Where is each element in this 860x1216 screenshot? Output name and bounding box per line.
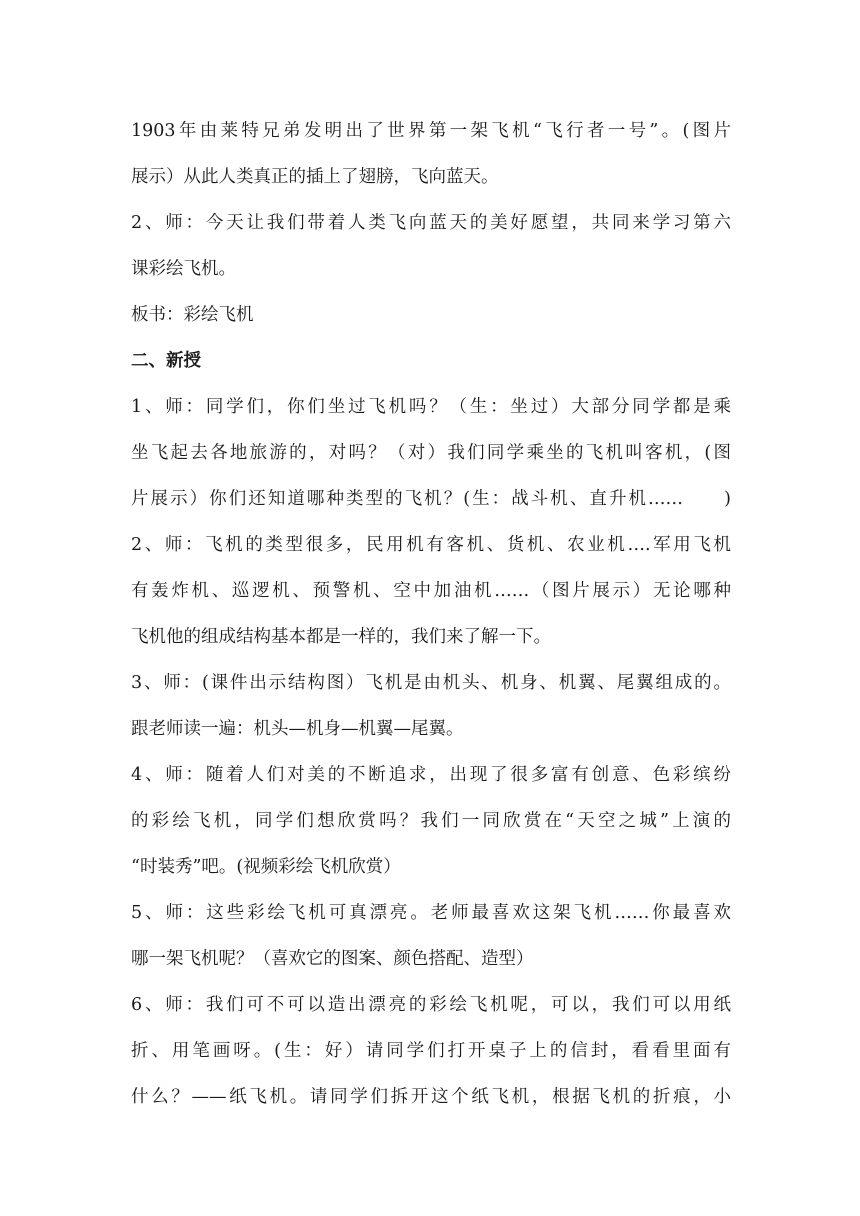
- paragraph-line: 展示）从此人类真正的插上了翅膀，飞向蓝天。: [131, 167, 499, 187]
- document-body: [131, 108, 731, 1120]
- paragraph-line: 6、师：我们可不可以造出漂亮的彩绘飞机呢，可以，我们可以用纸: [131, 995, 731, 1015]
- board-writing-line: 板书：彩绘飞机: [131, 305, 254, 325]
- paragraph-line: 有轰炸机、巡逻机、预警机、空中加油机……（图片展示）无论哪种: [131, 581, 731, 601]
- section-heading: 二、新授: [131, 351, 201, 371]
- paragraph-line: 1903年由莱特兄弟发明出了世界第一架飞机“飞行者一号”。(图片: [131, 121, 731, 141]
- paragraph-line: “时装秀”吧。(视频彩绘飞机欣赏）: [131, 857, 401, 877]
- paragraph-line: 2、师：飞机的类型很多，民用机有客机、货机、农业机….军用飞机: [131, 535, 731, 555]
- paragraph-line: 片展示）你们还知道哪种类型的飞机？(生：战斗机、直升机…… ): [131, 489, 731, 509]
- paragraph-line: 3、师：(课件出示结构图）飞机是由机头、机身、机翼、尾翼组成的。: [131, 673, 731, 693]
- paragraph-line: 跟老师读一遍：机头—机身—机翼—尾翼。: [131, 719, 464, 739]
- paragraph-line: 2、师：今天让我们带着人类飞向蓝天的美好愿望，共同来学习第六: [131, 213, 731, 233]
- paragraph-line: 的彩绘飞机，同学们想欣赏吗？我们一同欣赏在“天空之城”上演的: [131, 811, 731, 831]
- paragraph-line: 4、师：随着人们对美的不断追求，出现了很多富有创意、色彩缤纷: [131, 765, 731, 785]
- paragraph-line: 哪一架飞机呢？（喜欢它的图案、颜色搭配、造型）: [131, 949, 534, 969]
- paragraph-line: 坐飞起去各地旅游的，对吗？（对）我们同学乘坐的飞机叫客机，(图: [131, 443, 731, 463]
- paragraph-line: 飞机他的组成结构基本都是一样的，我们来了解一下。: [131, 627, 551, 647]
- paragraph-line: 折、用笔画呀。(生：好）请同学们打开桌子上的信封，看看里面有: [131, 1041, 731, 1061]
- paragraph-line: 什么？——纸飞机。请同学们拆开这个纸飞机，根据飞机的折痕，小: [131, 1087, 731, 1107]
- paragraph-line: 课彩绘飞机。: [131, 259, 236, 279]
- paragraph-line: 5、师：这些彩绘飞机可真漂亮。老师最喜欢这架飞机……你最喜欢: [131, 903, 731, 923]
- paragraph-line: 1、师：同学们，你们坐过飞机吗？（生：坐过）大部分同学都是乘: [131, 397, 731, 417]
